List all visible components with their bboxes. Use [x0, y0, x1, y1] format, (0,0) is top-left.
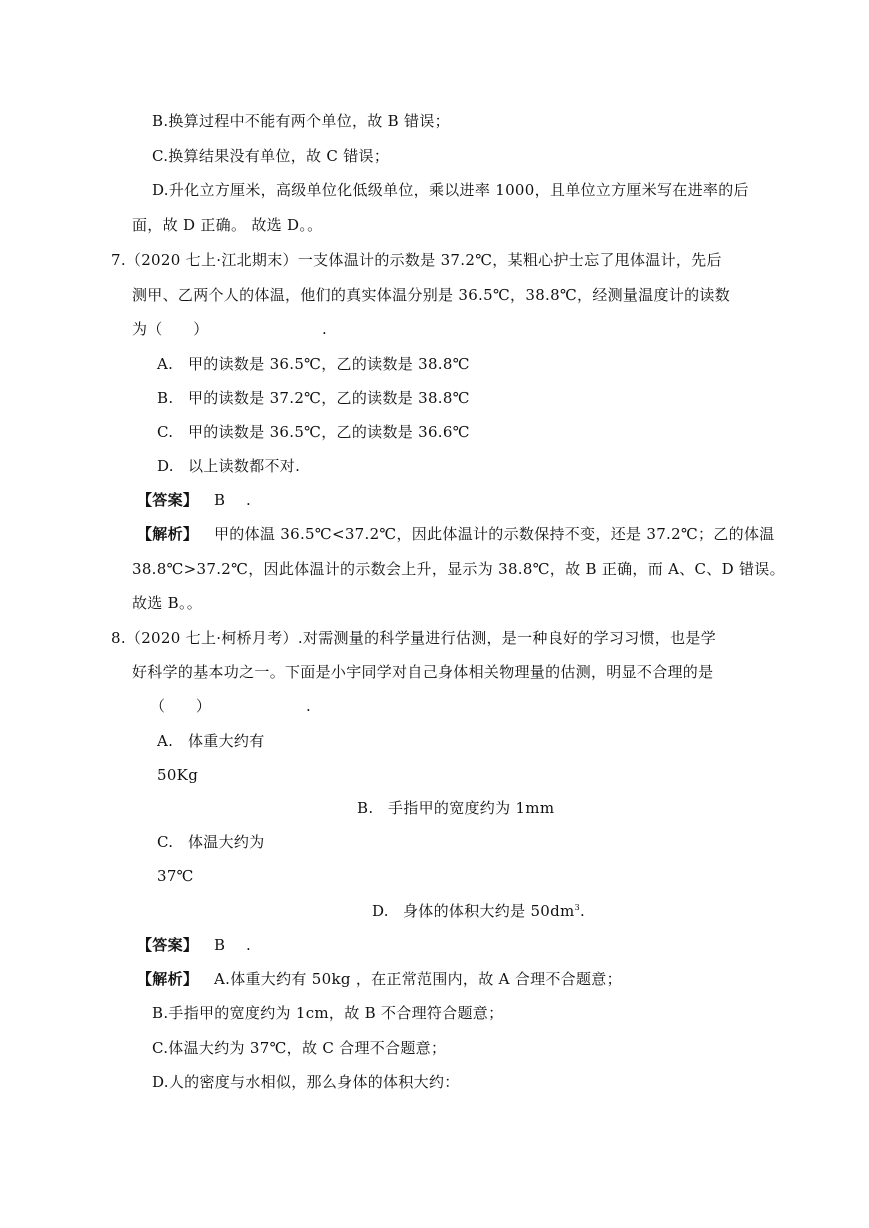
q8-stem-line3: （ ） — [150, 697, 212, 715]
q7-analysis-line1: 甲的体温 36.5℃<37.2℃，因此体温计的示数保持不变，还是 37.2℃；乙的体温 — [214, 525, 775, 543]
q8-option-a-text: 体重大约有 — [188, 732, 265, 750]
q8-stem-line2: 好科学的基本功之一。下面是小宇同学对自己身体相关物理量的估测，明显不合理的是 — [132, 663, 714, 681]
q7-answer-tag: 【答案】 — [137, 491, 199, 509]
q6-option-d-explanation-line1: D.升化立方厘米，高级单位化低级单位，乘以进率 1000，且单位立方厘米写在进率的后 — [152, 181, 749, 199]
q8-option-b-label: B. — [357, 799, 374, 817]
q7-answer-dot: . — [246, 491, 252, 509]
q7-option-d-text: 以上读数都不对. — [188, 457, 301, 475]
q7-stem-dot: . — [322, 320, 328, 338]
q8-answer-value: B — [214, 936, 226, 954]
q8-option-a-label: A. — [157, 732, 174, 750]
q7-option-b-text: 甲的读数是 37.2℃，乙的读数是 38.8℃ — [188, 389, 470, 407]
q6-option-c-explanation: C.换算结果没有单位，故 C 错误； — [152, 147, 390, 165]
q8-analysis-line2: B.手指甲的宽度约为 1cm，故 B 不合理符合题意； — [152, 1004, 504, 1022]
q8-analysis-line4: D.人的密度与水相似，那么身体的体积大约： — [152, 1073, 460, 1091]
q7-analysis-line2: 38.8℃>37.2℃，因此体温计的示数会上升，显示为 38.8℃，故 B 正确，而 A、C、D 错误。 — [132, 560, 785, 578]
q7-answer-value: B — [214, 491, 226, 509]
q8-analysis-tag: 【解析】 — [137, 970, 199, 988]
q8-option-b-text: 手指甲的宽度约为 1mm — [388, 799, 555, 817]
q8-option-a-value: 50Kg — [157, 766, 199, 784]
q8-option-d-text — [403, 901, 585, 921]
q7-option-a-label: A. — [157, 355, 174, 373]
q8-option-d-end: . — [579, 902, 586, 920]
q8-answer-dot: . — [246, 936, 252, 954]
q7-option-c-text: 甲的读数是 36.5℃，乙的读数是 36.6℃ — [188, 423, 470, 441]
q8-option-c-value: 37℃ — [157, 867, 194, 885]
q7-stem-line3: 为（ ） — [132, 320, 209, 338]
q8-analysis-line1: A.体重大约有 50kg ，在正常范围内，故 A 合理不合题意； — [214, 970, 622, 988]
q8-option-c-text: 体温大约为 — [188, 833, 265, 851]
q8-option-d-main: 身体的体积大约是 50dm — [403, 902, 575, 920]
q7-analysis-line3: 故选 B。。 — [132, 594, 203, 612]
q8-analysis-line3: C.体温大约为 37℃，故 C 合理不合题意； — [152, 1039, 447, 1057]
q7-option-c-label: C. — [157, 423, 174, 441]
q7-analysis-tag: 【解析】 — [137, 525, 199, 543]
q8-stem-line1: 8.（2020 七上·柯桥月考）.对需测量的科学量进行估测，是一种良好的学习习惯，也是学 — [111, 629, 716, 647]
q7-stem-line1: 7.（2020 七上·江北期末）一支体温计的示数是 37.2℃，某粗心护士忘了甩体温计，先后 — [111, 251, 722, 269]
q8-option-d-superscript: 3 — [574, 903, 580, 912]
q6-option-d-explanation-line2: 面，故 D 正确。 故选 D。。 — [132, 216, 323, 234]
q7-option-a-text: 甲的读数是 36.5℃，乙的读数是 38.8℃ — [188, 355, 470, 373]
q6-option-b-explanation: B.换算过程中不能有两个单位，故 B 错误； — [152, 112, 450, 130]
q8-stem-dot: . — [306, 697, 312, 715]
q7-stem-line2: 测甲、乙两个人的体温，他们的真实体温分别是 36.5℃，38.8℃，经测量温度计的读数 — [132, 286, 731, 304]
q7-option-b-label: B. — [157, 389, 174, 407]
q8-option-d-label: D. — [372, 902, 389, 920]
q7-option-d-label: D. — [157, 457, 174, 475]
q8-answer-tag: 【答案】 — [137, 936, 199, 954]
q8-option-c-label: C. — [157, 833, 174, 851]
